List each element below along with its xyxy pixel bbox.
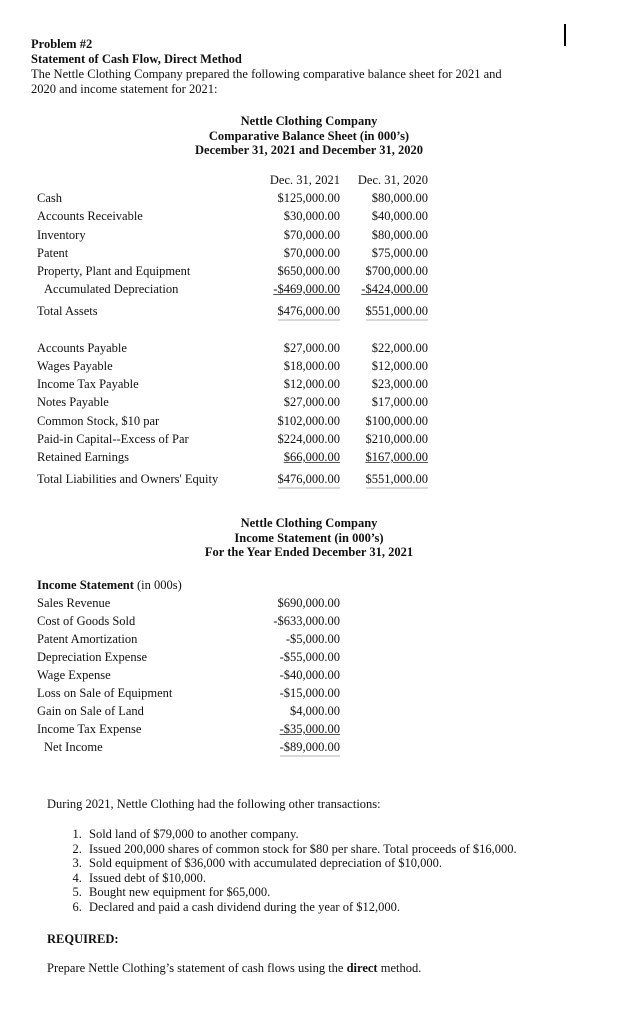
value-2020: $80,000.00 xyxy=(371,228,428,242)
problem-intro xyxy=(31,37,571,97)
company-name: Nettle Clothing Company xyxy=(240,114,378,128)
row-label: Paid-in Capital--Excess of Par xyxy=(37,432,189,446)
required-label: REQUIRED: xyxy=(47,932,119,946)
row-label: Loss on Sale of Equipment xyxy=(37,686,173,700)
value-2020: $23,000.00 xyxy=(371,377,428,391)
row-label: Total Assets xyxy=(37,304,98,318)
row-value: -$40,000.00 xyxy=(279,668,340,682)
value-2020: $75,000.00 xyxy=(371,246,428,260)
company-name: Nettle Clothing Company xyxy=(240,516,378,530)
value-2020: $17,000.00 xyxy=(371,395,428,409)
table-row xyxy=(37,686,437,704)
table-row xyxy=(37,341,437,359)
row-label: Sales Revenue xyxy=(37,596,111,610)
table-row xyxy=(37,432,437,450)
table-row xyxy=(37,596,437,614)
table-row xyxy=(37,632,437,650)
value-2021: $102,000.00 xyxy=(277,414,340,428)
intro-line-2: 2020 and income statement for 2021: xyxy=(31,82,218,96)
instruction-text-before: Prepare Nettle Clothing’s statement of cash flows using the xyxy=(47,961,347,975)
balance-sheet-column-headers xyxy=(37,173,437,191)
transactions-intro: During 2021, Nettle Clothing had the following other transactions: xyxy=(47,797,381,811)
row-label: Cash xyxy=(37,191,62,205)
value-2020: $100,000.00 xyxy=(365,414,428,428)
list-item: 3. Sold equipment of $36,000 with accumulated depreciation of $10,000. xyxy=(85,856,587,871)
row-value: -$5,000.00 xyxy=(285,632,340,646)
problem-number: Problem #2 xyxy=(31,37,93,51)
required-instruction xyxy=(47,961,421,976)
row-label: Depreciation Expense xyxy=(37,650,148,664)
value-2020: $80,000.00 xyxy=(371,191,428,205)
table-row xyxy=(37,668,437,686)
income-statement-section-label xyxy=(37,578,437,596)
table-row xyxy=(37,359,437,377)
table-row xyxy=(37,246,437,264)
value-2021: $30,000.00 xyxy=(283,209,340,223)
table-row xyxy=(37,614,437,632)
row-label: Patent xyxy=(37,246,69,260)
value-2021: $12,000.00 xyxy=(283,377,340,391)
row-label: Wages Payable xyxy=(37,359,113,373)
row-label: Notes Payable xyxy=(37,395,109,409)
value-2021: $27,000.00 xyxy=(283,395,340,409)
value-2020: $22,000.00 xyxy=(371,341,428,355)
table-row xyxy=(37,395,437,413)
table-row xyxy=(37,264,437,282)
instruction-text-after: method. xyxy=(377,961,422,975)
row-label: Retained Earnings xyxy=(37,450,129,464)
column-header-2021: Dec. 31, 2021 xyxy=(269,173,340,187)
statement-name: Income Statement (in 000’s) xyxy=(234,530,384,545)
table-row xyxy=(37,450,437,468)
table-row xyxy=(37,282,437,300)
value-2021: $27,000.00 xyxy=(283,341,340,355)
value-2021: $650,000.00 xyxy=(277,264,340,278)
row-label: Patent Amortization xyxy=(37,632,138,646)
income-statement-heading xyxy=(0,516,618,560)
table-row xyxy=(37,722,437,740)
instruction-text-bold: direct xyxy=(346,961,378,975)
row-value: -$89,000.00 xyxy=(280,740,340,757)
value-2021: $476,000.00 xyxy=(278,304,341,321)
row-label: Cost of Goods Sold xyxy=(37,614,136,628)
statement-date: December 31, 2021 and December 31, 2020 xyxy=(195,143,423,157)
list-item: 4. Issued debt of $10,000. xyxy=(85,871,587,886)
table-row xyxy=(37,414,437,432)
column-header-2020: Dec. 31, 2020 xyxy=(357,173,428,187)
table-row xyxy=(37,377,437,395)
value-2021: $70,000.00 xyxy=(283,228,340,242)
value-2021: $66,000.00 xyxy=(283,450,340,464)
table-row xyxy=(37,704,437,722)
row-value: -$35,000.00 xyxy=(279,722,340,736)
total-assets-row xyxy=(37,304,437,322)
list-item: 1. Sold land of $79,000 to another company. xyxy=(85,827,587,842)
value-2020: -$424,000.00 xyxy=(361,282,428,296)
value-2021: $125,000.00 xyxy=(277,191,340,205)
problem-title: Statement of Cash Flow, Direct Method xyxy=(31,52,242,66)
row-value: $4,000.00 xyxy=(290,704,340,718)
table-row xyxy=(37,191,437,209)
table-row xyxy=(37,209,437,227)
list-item: 5. Bought new equipment for $65,000. xyxy=(85,885,587,900)
value-2021: $476,000.00 xyxy=(278,472,341,489)
transactions-section xyxy=(47,797,587,914)
row-label: Common Stock, $10 par xyxy=(37,414,160,428)
intro-line-1: The Nettle Clothing Company prepared the following comparative balance sheet for 2021 and xyxy=(31,67,502,81)
section-label-bold: Income Statement xyxy=(37,578,134,592)
value-2021: $70,000.00 xyxy=(283,246,340,260)
value-2020: $551,000.00 xyxy=(366,304,429,321)
net-income-row xyxy=(37,740,437,758)
value-2020: $167,000.00 xyxy=(365,450,428,464)
row-label: Accounts Receivable xyxy=(37,209,143,223)
value-2021: $18,000.00 xyxy=(283,359,340,373)
table-row xyxy=(37,650,437,668)
table-row xyxy=(37,228,437,246)
row-value: $690,000.00 xyxy=(277,596,340,610)
list-item: 2. Issued 200,000 shares of common stock for $80 per share. Total proceeds of $16,000. xyxy=(85,842,587,857)
row-label: Inventory xyxy=(37,228,86,242)
row-value: -$15,000.00 xyxy=(279,686,340,700)
value-2020: $210,000.00 xyxy=(365,432,428,446)
row-value: -$633,000.00 xyxy=(273,614,340,628)
row-label: Accumulated Depreciation xyxy=(44,282,179,296)
total-liabilities-equity-row xyxy=(37,472,437,490)
row-label: Gain on Sale of Land xyxy=(37,704,144,718)
row-label: Total Liabilities and Owners' Equity xyxy=(37,472,219,486)
statement-name: Comparative Balance Sheet (in 000’s) xyxy=(208,128,410,143)
value-2021: $224,000.00 xyxy=(277,432,340,446)
row-value: -$55,000.00 xyxy=(279,650,340,664)
value-2020: $700,000.00 xyxy=(365,264,428,278)
row-label: Income Tax Payable xyxy=(37,377,139,391)
row-label: Net Income xyxy=(44,740,103,754)
section-label-rest: (in 000s) xyxy=(133,578,182,592)
statement-period: For the Year Ended December 31, 2021 xyxy=(204,545,414,559)
value-2020: $40,000.00 xyxy=(371,209,428,223)
row-label: Income Tax Expense xyxy=(37,722,142,736)
value-2021: -$469,000.00 xyxy=(273,282,340,296)
value-2020: $12,000.00 xyxy=(371,359,428,373)
list-item: 6. Declared and paid a cash dividend during the year of $12,000. xyxy=(85,900,587,915)
transactions-list xyxy=(47,827,587,914)
value-2020: $551,000.00 xyxy=(366,472,429,489)
row-label: Property, Plant and Equipment xyxy=(37,264,191,278)
balance-sheet-heading xyxy=(0,114,618,158)
row-label: Wage Expense xyxy=(37,668,111,682)
row-label: Accounts Payable xyxy=(37,341,127,355)
